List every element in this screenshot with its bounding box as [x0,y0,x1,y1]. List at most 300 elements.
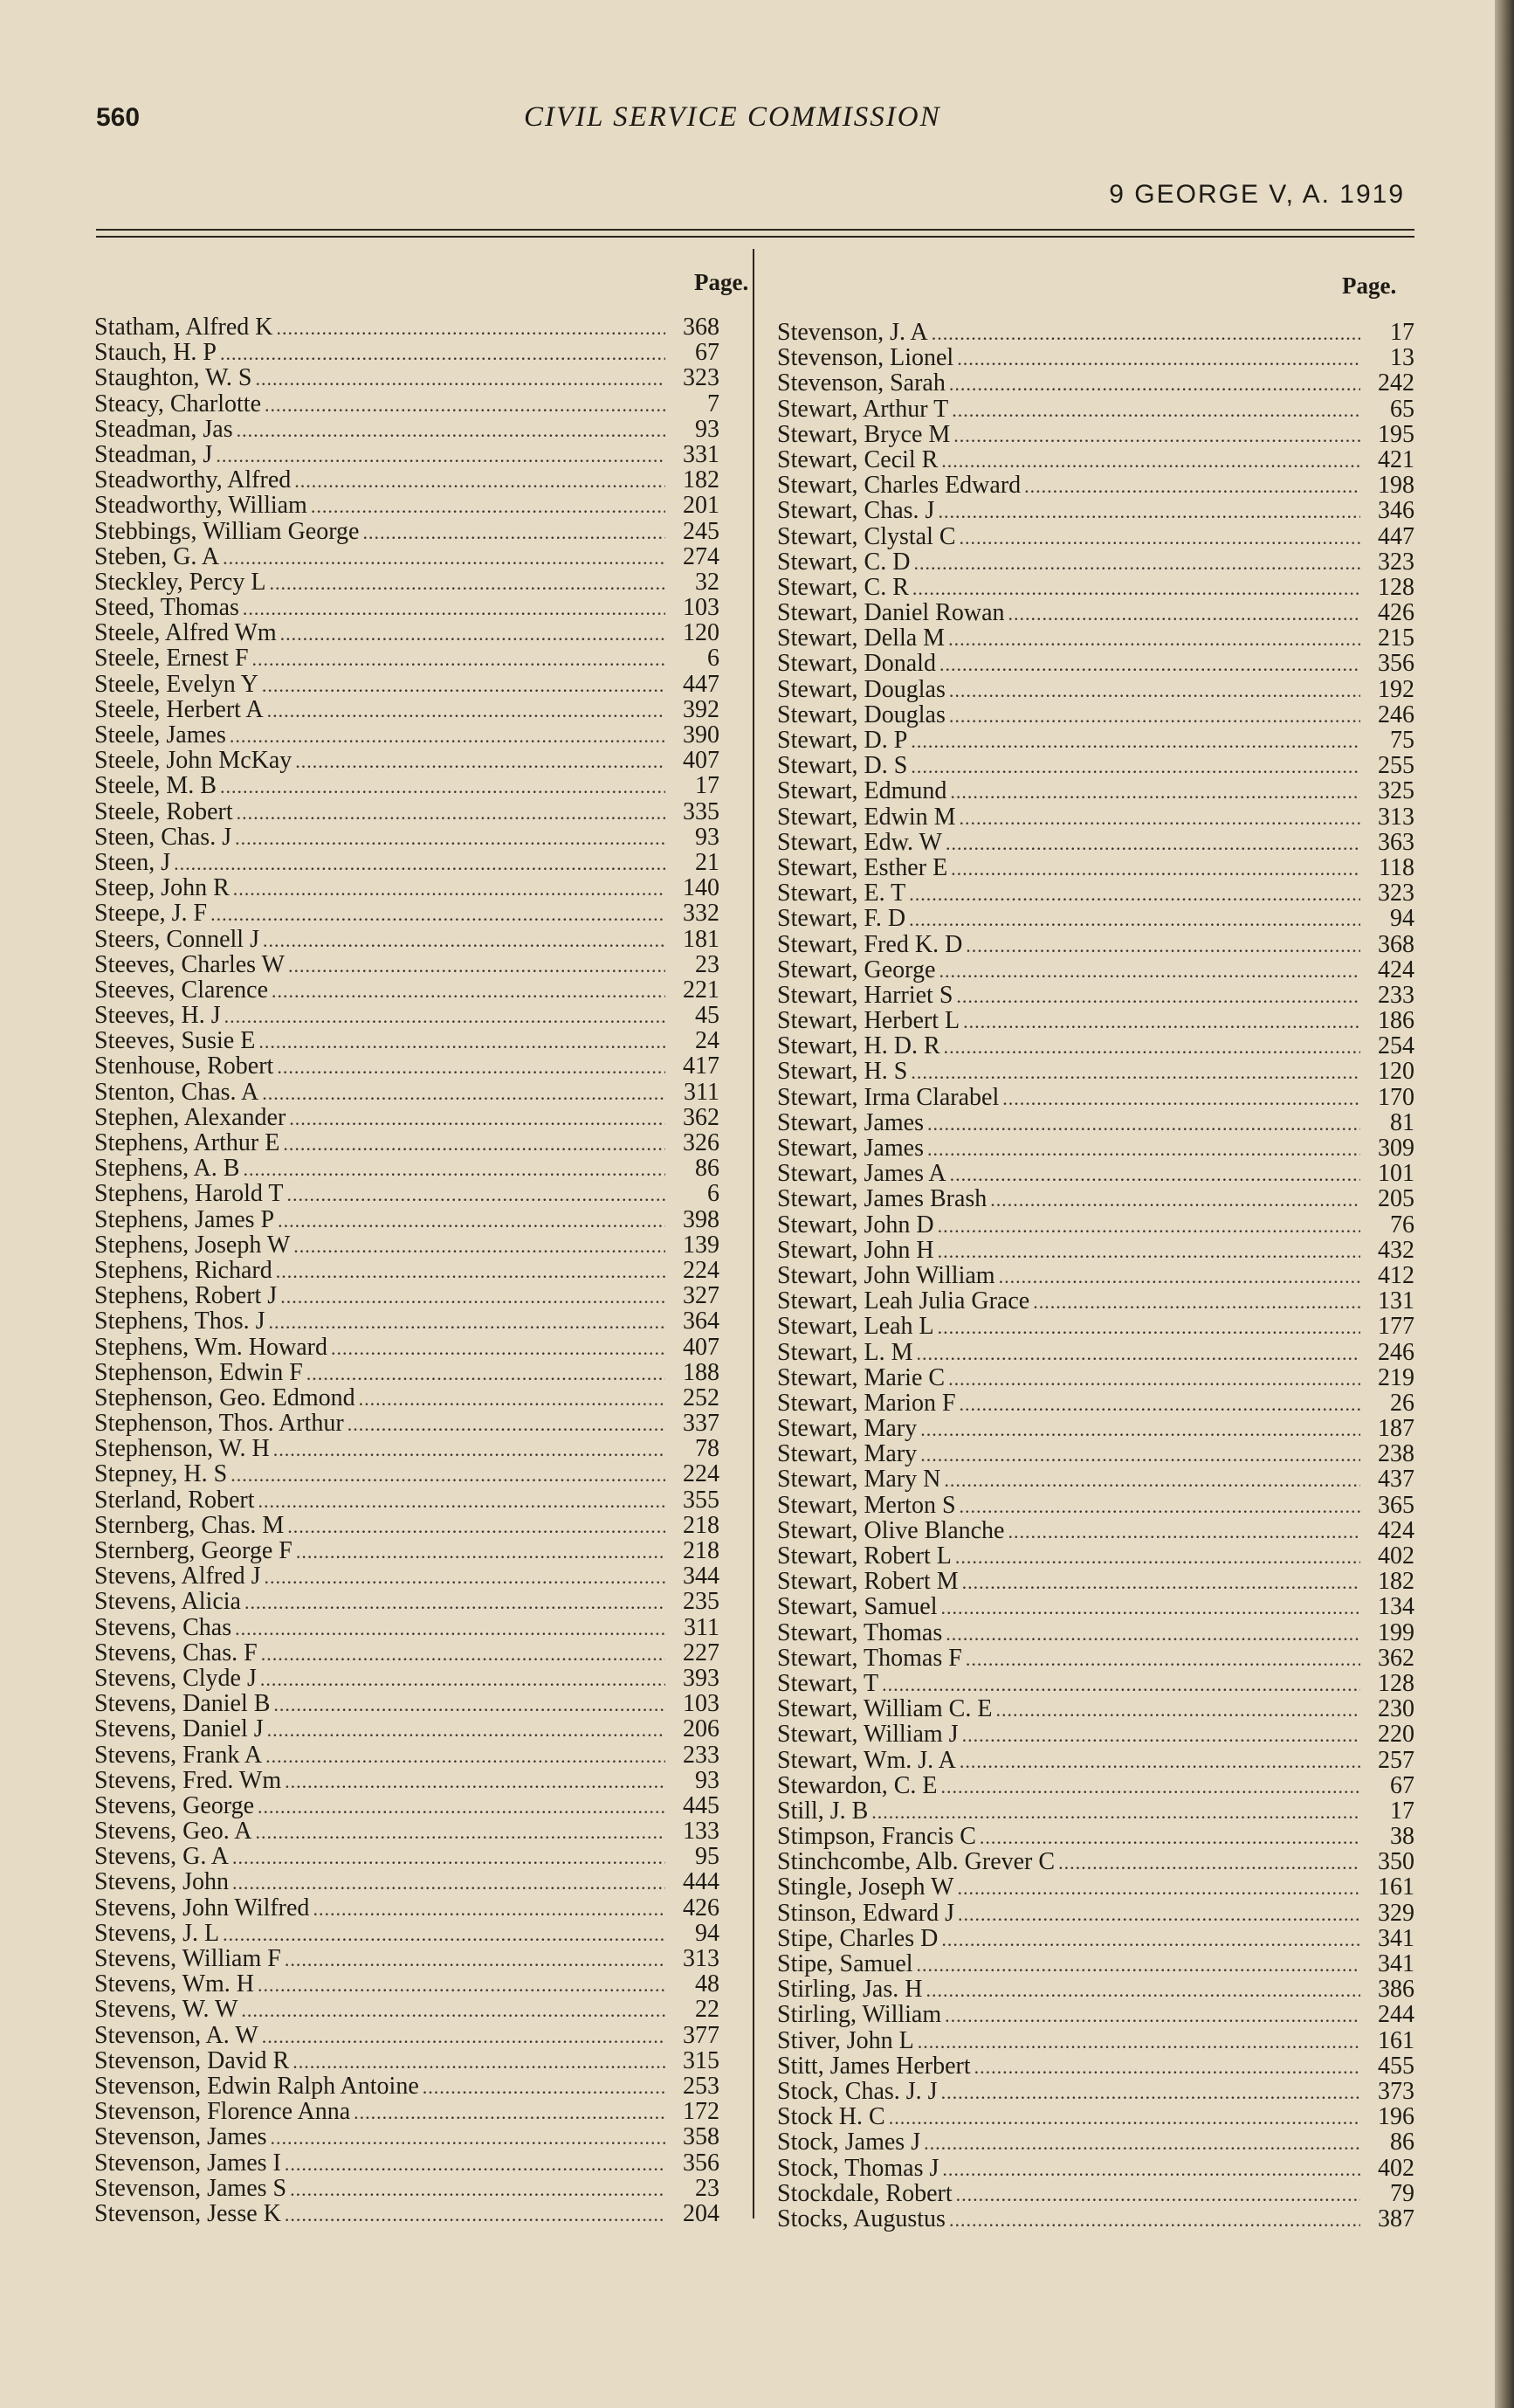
dot-leader [348,1411,665,1437]
index-entry [94,927,719,952]
index-entry [777,397,1414,422]
dot-leader [280,1284,665,1309]
entry-name: Steeves, H. J [94,1002,221,1030]
index-entry [777,1977,1414,2002]
entry-page-number: 75 [1390,727,1414,754]
index-entry [777,345,1414,370]
dot-leader [945,2003,1360,2028]
entry-name: Stevenson, James [94,2123,267,2151]
dot-leader [871,1799,1360,1825]
entry-name: Stebbings, William George [94,517,360,545]
dot-leader [995,1697,1360,1722]
entry-page-number: 363 [1378,828,1414,856]
entry-page-number: 94 [695,1919,719,1947]
dot-leader [243,1156,665,1182]
entry-page-number: 218 [683,1511,719,1539]
entry-page-number: 402 [1378,2154,1414,2182]
entry-page-number: 38 [1390,1823,1414,1851]
index-entry [777,1314,1414,1339]
entry-page-number: 355 [683,1486,719,1514]
entry-name: Stewardon, C. E [777,1771,938,1799]
entry-name: Steele, James [94,721,226,749]
entry-name: Stevenson, Edwin Ralph Antoine [94,2072,419,2100]
entry-name: Steeves, Clarence [94,976,269,1004]
dot-leader [927,1136,1360,1162]
entry-name: Stevenson, Jesse K [94,2199,281,2227]
entry-name: Stewart, Edmund [777,777,947,805]
entry-page-number: 424 [1378,1516,1414,1544]
entry-page-number: 424 [1378,956,1414,983]
index-entry [777,370,1414,396]
dot-leader [1002,1086,1360,1111]
index-entry [94,1232,719,1258]
entry-page-number: 86 [1390,2129,1414,2156]
entry-name: Stevenson, Lionel [777,344,954,372]
index-entry [777,2079,1414,2104]
index-entry [777,778,1414,804]
entry-name: Stewart, Daniel Rowan [777,599,1005,627]
entry-name: Stewart, F. D [777,905,906,933]
entry-page-number: 76 [1390,1211,1414,1238]
dot-leader [962,1722,1360,1748]
entry-page-number: 17 [1390,1797,1414,1825]
dot-leader [953,423,1360,448]
index-entry [94,748,719,773]
entry-page-number: 67 [695,339,719,367]
index-entry [777,880,1414,906]
entry-name: Stevens, J. L [94,1919,220,1947]
entry-page-number: 224 [683,1256,719,1284]
index-entry [94,952,719,977]
entry-page-number: 79 [1390,2179,1414,2207]
entry-name: Sterland, Robert [94,1486,255,1514]
index-entry [94,773,719,798]
entry-name: Steadworthy, Alfred [94,466,292,494]
index-entry [777,804,1414,830]
entry-name: Stephenson, Thos. Arthur [94,1410,344,1438]
entry-name: Stewart, Robert M [777,1568,959,1596]
left-column-page-heading: Page. [694,269,749,295]
entry-page-number: 255 [1378,752,1414,780]
entry-page-number: 437 [1378,1466,1414,1494]
dot-leader [294,468,665,493]
page-edge-shadow [1495,0,1514,2408]
index-entry [94,2073,719,2099]
entry-page-number: 103 [683,594,719,622]
dot-leader [932,321,1360,346]
entry-name: Stewart, James Brash [777,1185,988,1213]
dot-leader [271,2125,665,2150]
entry-name: Stewart, Bryce M [777,420,951,448]
index-entry [777,1466,1414,1492]
entry-name: Stevens, Alicia [94,1588,241,1616]
index-entry [94,1308,719,1334]
entry-page-number: 23 [695,950,719,978]
index-entry [777,1263,1414,1288]
dot-leader [909,881,1360,907]
index-entry [777,498,1414,523]
dot-leader [957,346,1360,371]
entry-page-number: 393 [683,1664,719,1692]
index-entry [777,1365,1414,1390]
index-entry [777,753,1414,778]
entry-page-number: 81 [1390,1108,1414,1136]
header-rule-bottom [96,236,1414,238]
dot-leader [948,626,1360,652]
entry-name: Stephens, James P [94,1205,275,1233]
dot-leader [285,1947,665,1972]
index-entry [777,600,1414,625]
entry-name: Steele, Alfred Wm [94,619,277,647]
dot-leader [960,1494,1360,1519]
dot-leader [287,1514,665,1539]
index-entry [94,1360,719,1385]
dot-leader [939,652,1360,677]
entry-name: Steacy, Charlotte [94,390,262,417]
entry-name: Stewart, William C. E [777,1695,993,1723]
index-entry [777,2053,1414,2079]
index-entry [94,1946,719,1971]
entry-name: Stewart, D. P [777,727,908,754]
dot-leader [946,831,1360,856]
entry-name: Stewart, Samuel [777,1593,938,1621]
index-entry [777,1773,1414,1798]
entry-name: Stephens, Wm. Howard [94,1333,327,1361]
entry-page-number: 358 [683,2123,719,2151]
entry-page-number: 186 [1378,1007,1414,1035]
entry-name: Stevens, Chas [94,1613,232,1641]
index-entry [777,1696,1414,1721]
entry-page-number: 221 [683,976,719,1004]
index-entry [94,2099,719,2124]
index-entry [777,1926,1414,1951]
entry-name: Stevenson, Florence Anna [94,2098,351,2126]
entry-name: Stevens, George [94,1791,254,1819]
index-entry [777,932,1414,957]
index-entry [94,2176,719,2201]
entry-name: Stewart, H. S [777,1058,908,1086]
entry-name: Stirling, William [777,2001,942,2029]
entry-name: Stephens, Thos. J [94,1307,265,1335]
index-entry [777,1543,1414,1569]
index-entry [777,983,1414,1008]
entry-page-number: 341 [1378,1924,1414,1952]
entry-page-number: 181 [683,925,719,953]
index-entry [94,1768,719,1793]
entry-page-number: 252 [683,1383,719,1411]
left-index-column [94,314,719,2226]
entry-page-number: 93 [695,1766,719,1794]
index-entry [94,1921,719,1946]
entry-name: Stephens, Joseph W [94,1231,291,1259]
entry-name: Still, J. B [777,1797,869,1825]
dot-leader [920,1417,1360,1442]
dot-leader [949,371,1360,397]
entry-page-number: 198 [1378,472,1414,500]
index-entry [94,1283,719,1308]
entry-name: Stewart, C. D [777,548,911,576]
entry-page-number: 313 [1378,803,1414,831]
dot-leader [288,953,665,978]
index-entry [777,447,1414,473]
dot-leader [255,366,665,391]
dot-leader [277,1054,665,1080]
entry-name: Stewart, D. S [777,752,908,780]
entry-name: Stauch, H. P [94,339,217,367]
dot-leader [331,1335,665,1361]
dot-leader [258,1794,665,1819]
entry-page-number: 311 [684,1613,719,1641]
entry-name: Stephens, Harold T [94,1180,284,1208]
dot-leader [938,499,1360,524]
index-entry [94,1997,719,2022]
index-entry [94,1258,719,1283]
index-entry [777,906,1414,931]
index-entry [94,1411,719,1436]
dot-leader [944,1034,1360,1059]
dot-leader [252,646,665,672]
dot-leader [423,2074,665,2100]
index-entry [777,1186,1414,1211]
entry-name: Stewart, George [777,956,936,983]
entry-page-number: 235 [683,1588,719,1616]
dot-leader [950,779,1360,804]
dot-leader [938,1238,1360,1264]
dot-leader [999,1264,1360,1289]
entry-page-number: 21 [695,848,719,876]
dot-leader [267,1717,665,1742]
entry-name: Steen, Chas. J [94,823,232,851]
dot-leader [220,774,665,799]
entry-name: Stewart, Mary [777,1415,918,1443]
index-entry [94,569,719,595]
entry-name: Stock, Thomas J [777,2154,939,2182]
entry-page-number: 22 [695,1996,719,2024]
entry-page-number: 140 [683,874,719,902]
dot-leader [944,1467,1360,1493]
entry-page-number: 67 [1390,1771,1414,1799]
entry-name: Stewart, Della M [777,624,946,652]
index-entry [777,2002,1414,2027]
entry-name: Stevenson, James S [94,2174,287,2202]
index-entry [777,524,1414,549]
entry-page-number: 238 [1378,1440,1414,1468]
dot-leader [277,315,665,341]
dot-leader [911,728,1360,754]
entry-name: Stewart, James [777,1135,924,1162]
entry-page-number: 182 [683,466,719,494]
entry-name: Stinson, Edward J [777,1899,954,1927]
entry-page-number: 187 [1378,1415,1414,1443]
index-entry [94,595,719,620]
entry-page-number: 78 [695,1435,719,1463]
entry-page-number: 311 [684,1078,719,1106]
entry-name: Steepe, J. F [94,900,208,928]
entry-page-number: 120 [1378,1058,1414,1086]
entry-page-number: 362 [683,1103,719,1131]
session-heading: 9 GEORGE V, A. 1919 [1109,180,1405,209]
index-entry [777,677,1414,702]
entry-name: Steadman, J [94,440,213,468]
index-entry [94,1615,719,1640]
entry-name: Stevens, Wm. H [94,1970,255,1998]
index-entry [94,1028,719,1053]
entry-name: Stevens, Alfred J [94,1563,261,1590]
entry-name: Stewart, Harriet S [777,981,953,1009]
entry-page-number: 412 [1378,1261,1414,1289]
entry-page-number: 377 [683,2021,719,2049]
dot-leader [210,901,665,927]
index-entry [94,1487,719,1513]
dot-leader [292,2049,665,2074]
entry-page-number: 246 [1378,700,1414,728]
entry-page-number: 337 [683,1410,719,1438]
entry-name: Stewart, Herbert L [777,1007,960,1035]
dot-leader [926,1977,1360,2003]
dot-leader [949,703,1360,728]
index-entry [94,1589,719,1614]
dot-leader [924,2130,1360,2156]
entry-name: Stenton, Chas. A [94,1078,259,1106]
index-entry [777,1008,1414,1033]
dot-leader [962,1570,1360,1595]
entry-name: Stewart, Cecil R [777,445,939,473]
index-entry [94,544,719,569]
index-entry [777,2028,1414,2053]
entry-name: Steadman, Jas [94,415,233,443]
index-entry [777,702,1414,728]
index-entry [94,1538,719,1563]
entry-name: Steele, John McKay [94,747,292,775]
index-entry [94,1666,719,1691]
entry-name: Stewart, John William [777,1261,995,1289]
entry-name: Steen, J [94,848,171,876]
entry-page-number: 204 [683,2199,719,2227]
entry-page-number: 386 [1378,1976,1414,2004]
entry-name: Stewart, James [777,1108,924,1136]
index-entry [94,1844,719,1869]
dot-leader [960,1749,1360,1774]
entry-name: Stewart, L. M [777,1338,913,1366]
index-entry [777,2156,1414,2181]
dot-leader [990,1187,1360,1212]
dot-leader [255,1819,665,1845]
entry-name: Stewart, T [777,1669,879,1697]
entry-name: Stewart, Edw. W [777,828,942,856]
entry-name: Steele, Robert [94,797,233,825]
dot-leader [232,1870,665,1895]
index-entry [94,825,719,850]
dot-leader [276,1259,665,1284]
index-entry [777,855,1414,880]
entry-page-number: 407 [683,747,719,775]
index-entry [777,2206,1414,2232]
dot-leader [262,1080,665,1106]
dot-leader [938,1213,1360,1238]
entry-name: Stewart, Marie C [777,1363,946,1391]
index-entry [777,625,1414,651]
entry-page-number: 128 [1378,1669,1414,1697]
index-entry [94,1335,719,1360]
entry-page-number: 95 [695,1843,719,1871]
index-entry [777,1849,1414,1874]
index-entry [777,1212,1414,1238]
dot-leader [939,958,1360,983]
dot-leader [272,978,665,1004]
index-entry [777,1951,1414,1977]
dot-leader [938,1314,1360,1340]
entry-name: Stewart, John D [777,1211,934,1238]
dot-leader [283,1131,665,1156]
entry-page-number: 139 [683,1231,719,1259]
index-entry [94,442,719,467]
entry-page-number: 17 [695,772,719,800]
dot-leader [952,397,1360,423]
dot-leader [269,570,665,596]
right-column-page-heading: Page. [1342,273,1397,299]
entry-name: Stewart, Merton S [777,1491,956,1519]
dot-leader [285,2202,665,2227]
dot-leader [306,1361,665,1386]
entry-name: Stewart, Olive Blanche [777,1516,1005,1544]
index-entry [94,1716,719,1742]
entry-name: Stewart, Mary [777,1440,918,1468]
dot-leader [311,493,665,519]
index-entry [94,697,719,722]
dot-leader [909,907,1360,932]
entry-name: Stevens, W. W [94,1996,238,2024]
dot-leader [941,1774,1360,1799]
entry-name: Stewart, Leah Julia Grace [777,1287,1030,1315]
index-entry [94,977,719,1003]
entry-page-number: 134 [1378,1593,1414,1621]
column-divider [753,249,754,2218]
entry-page-number: 455 [1378,2052,1414,2080]
entry-page-number: 426 [683,1894,719,1922]
index-entry [94,1436,719,1461]
dot-leader [354,2100,665,2125]
entry-page-number: 233 [683,1741,719,1769]
entry-page-number: 133 [683,1818,719,1846]
entry-name: Stevens, John Wilfred [94,1894,310,1922]
dot-leader [260,1666,665,1692]
entry-page-number: 65 [1390,395,1414,423]
dot-leader [290,2177,665,2202]
index-entry [777,1390,1414,1416]
entry-name: Stevenson, David R [94,2046,290,2074]
index-entry [777,1594,1414,1619]
dot-leader [273,1692,665,1717]
entry-name: Stitt, James Herbert [777,2052,971,2080]
dot-leader [960,525,1360,550]
index-entry [777,1620,1414,1646]
dot-leader [1008,601,1361,626]
dot-leader [957,1875,1360,1901]
entry-page-number: 7 [707,390,719,417]
index-entry [94,620,719,645]
entry-page-number: 172 [683,2098,719,2126]
entry-page-number: 331 [683,440,719,468]
dot-leader [941,2080,1360,2105]
entry-page-number: 245 [683,517,719,545]
entry-name: Stock, Chas. J. J [777,2077,938,2105]
dot-leader [285,2151,665,2177]
entry-page-number: 219 [1378,1363,1414,1391]
entry-page-number: 227 [683,1639,719,1666]
entry-name: Staughton, W. S [94,364,252,392]
dot-leader [269,1309,666,1335]
entry-name: Stephens, Richard [94,1256,272,1284]
